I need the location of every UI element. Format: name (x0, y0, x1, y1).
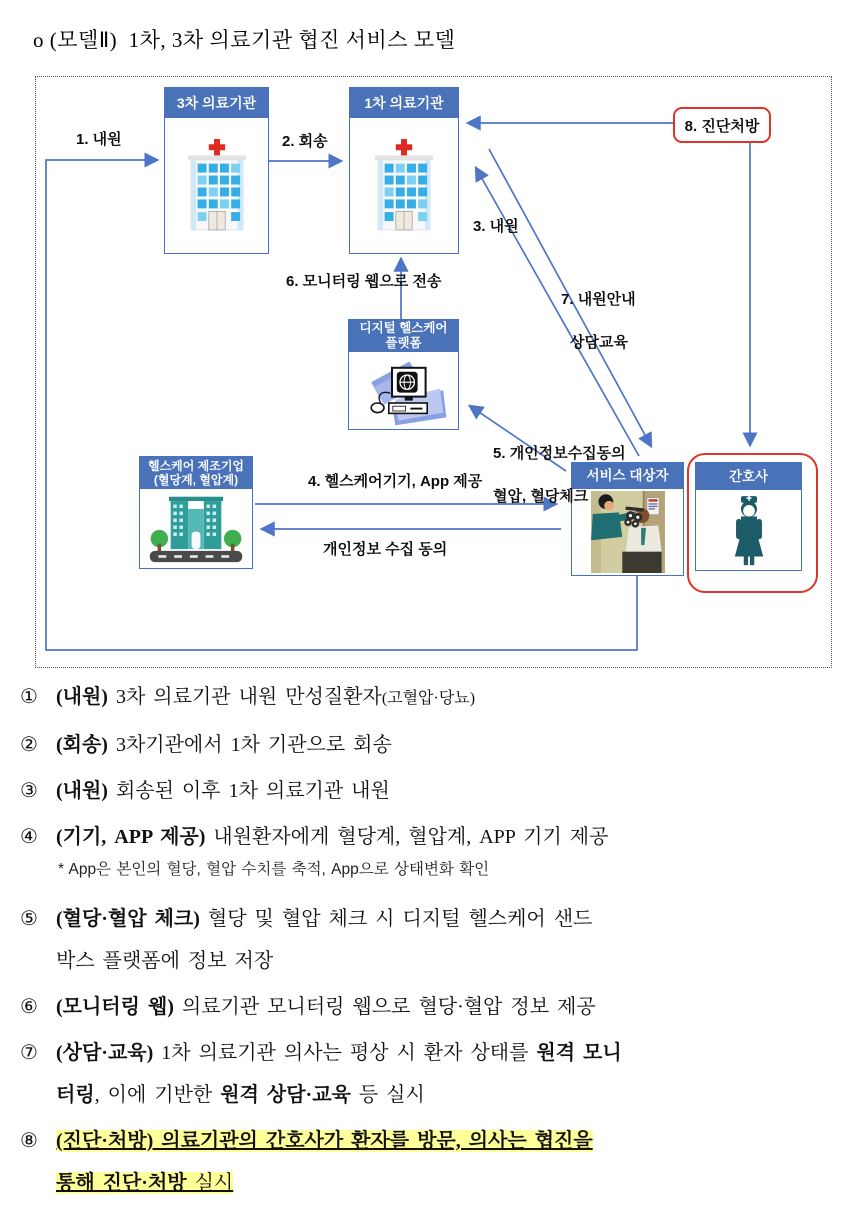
label-arrow-6: 6. 모니터링 웹으로 전송 (286, 273, 442, 290)
box-primary-header: 1차 의료기관 (350, 88, 458, 118)
list-item (20, 676, 832, 720)
box-tertiary-header: 3차 의료기관 (165, 88, 268, 118)
arrow-1-visit-path (46, 160, 637, 650)
hospital-icon (363, 125, 445, 247)
item-footnote: * App은 본인의 혈당, 혈압 수치를 축적, App으로 상태변화 확인 (58, 861, 490, 878)
hospital-icon (176, 125, 258, 247)
box-manufacturer-header: 헬스케어 제조기업 (혈당계, 혈압계) (140, 457, 252, 489)
box-nurse-header: 간호사 (696, 463, 801, 490)
box-primary-hospital (349, 87, 459, 254)
item-text: (혈당·혈압 체크) 혈당 및 혈압 체크 시 디지털 헬스케어 샌드 박스 플랫폼에 정보 저장 (56, 908, 593, 972)
box-tertiary-hospital (164, 87, 269, 254)
factory-building-icon (148, 493, 244, 565)
item-number: ⑤ (20, 908, 38, 930)
box-nurse (695, 462, 802, 571)
label-arrow-2: 2. 회송 (282, 133, 328, 150)
box-platform-header: 디지털 헬스케어 플랫폼 (349, 320, 458, 352)
box-patient-header: 서비스 대상자 (572, 463, 683, 489)
label-arrow-4r: 개인정보 수집 동의 (323, 541, 448, 558)
item-number: ⑧ (20, 1130, 38, 1152)
item-text: (진단·처방) 의료기관의 간호사가 환자를 방문, 의사는 협진을 통해 진단·처방 실시 (56, 1130, 593, 1194)
item-text: (상담·교육) 1차 의료기관 의사는 평상 시 환자 상태를 원격 모니 터링, 이에 기반한 원격 상담·교육 등 실시 (56, 1042, 622, 1106)
computer-platform-icon (358, 355, 450, 427)
label-arrow-8-diagnosis-tag: 8. 진단처방 (673, 107, 771, 143)
page-title: o (모델Ⅱ) 1차, 3차 의료기관 협진 서비스 모델 (33, 28, 456, 52)
item-text: (회송) 3차기관에서 1차 기관으로 회송 (56, 734, 392, 756)
list-item (20, 770, 832, 812)
item-number: ① (20, 686, 38, 708)
item-number: ④ (20, 826, 38, 848)
list-item (20, 816, 832, 894)
item-number: ⑥ (20, 996, 38, 1018)
list-item (20, 898, 832, 982)
list-item (20, 1032, 832, 1116)
list-item (20, 1120, 832, 1204)
item-text: (내원) 3차 의료기관 내원 만성질환자(고혈압·당뇨) (56, 686, 476, 708)
item-number: ② (20, 734, 38, 756)
service-model-diagram (35, 76, 832, 668)
label-arrow-5: 5. 개인정보수집동의 혈압, 혈당체크 (493, 444, 626, 506)
box-digital-platform (348, 319, 459, 430)
list-item (20, 986, 832, 1028)
label-arrow-3: 3. 내원 (473, 218, 519, 235)
label-arrow-1: 1. 내원 (76, 131, 122, 148)
item-text: (모니터링 웹) 의료기관 모니터링 웹으로 혈당·혈압 정보 제공 (56, 996, 596, 1018)
item-list (20, 676, 832, 1208)
label-arrow-7: 7. 내원안내 상담교육 (561, 290, 636, 352)
box-healthcare-manufacturer (139, 456, 253, 569)
nurse-icon (718, 493, 780, 567)
item-text: (기기, APP 제공) 내원환자에게 혈당계, 혈압계, APP 기기 제공 * App은 본인의 혈당, 혈압 수치를 축적, App으로 상태변화 확인 (56, 816, 832, 894)
label-arrow-4: 4. 헬스케어기기, App 제공 (308, 473, 483, 490)
item-number: ③ (20, 780, 38, 802)
item-number: ⑦ (20, 1042, 38, 1064)
item-text: (내원) 회송된 이후 1차 의료기관 내원 (56, 780, 390, 802)
list-item (20, 724, 832, 766)
